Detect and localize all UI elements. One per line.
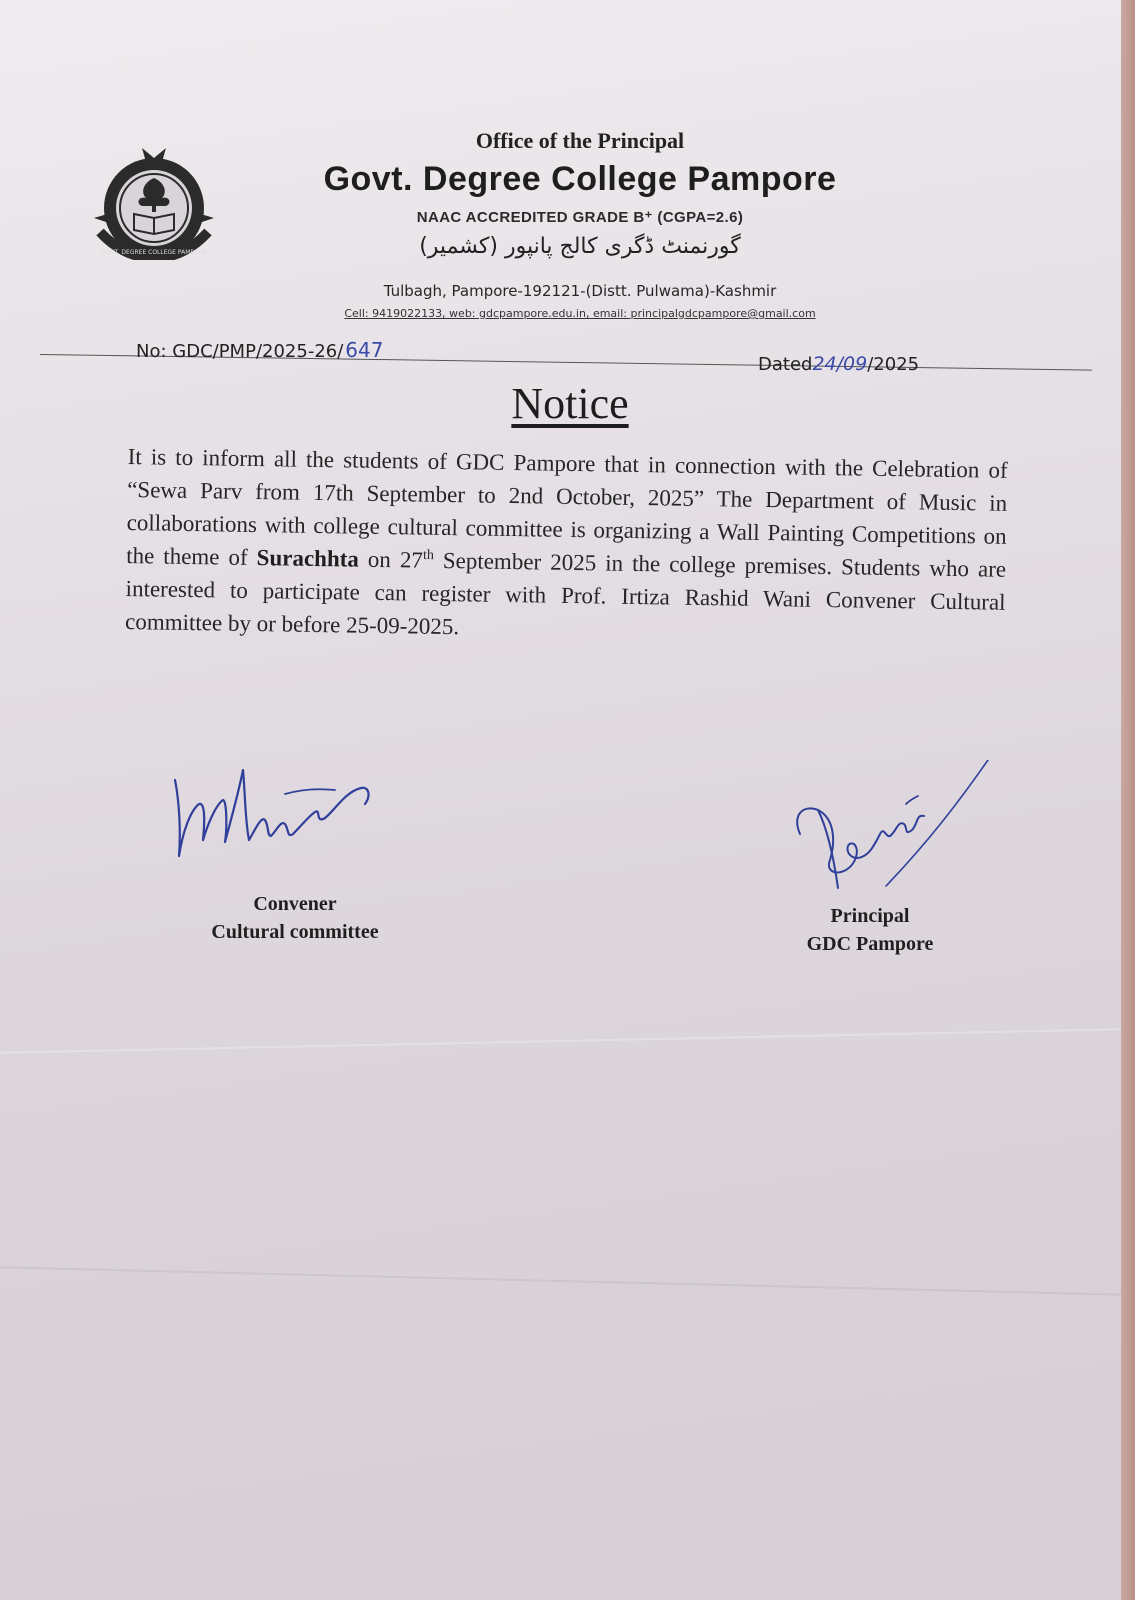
notice-body <box>125 440 1008 652</box>
paper-crease <box>0 1266 1122 1295</box>
principal-title: Principal <box>830 905 910 927</box>
date-superscript: th <box>422 547 435 564</box>
contact-details: Cell: 9419022133, web: gdcpampore.edu.in, email: principalgdcpampore@gmail.com <box>344 307 816 320</box>
convener-committee: Cultural committee <box>211 921 379 943</box>
notice-title: Notice <box>511 379 629 428</box>
reference-number <box>136 338 383 362</box>
body-part-2: on 27 <box>358 546 424 573</box>
dated-handwritten: 24/09 <box>812 353 868 375</box>
accreditation-line: NAAC ACCREDITED GRADE B⁺ (CGPA=2.6) <box>416 209 744 226</box>
college-logo-icon <box>84 140 224 260</box>
body-part-1: It is to inform all the students of GDC Pampore that in connection with the Celebration of “Sewa Parv from 17th September to 2nd October, 2025” The Department of Music in collaborations with college cultural committee is organizing a Wall Painting Competitions on the theme of <box>125 443 1008 571</box>
principal-signature <box>790 760 1020 900</box>
college-name: Govt. Degree College Pampore <box>323 160 837 198</box>
convener-signature <box>165 760 395 870</box>
principal-college: GDC Pampore <box>806 933 934 955</box>
college-address: Tulbagh, Pampore-192121-(Distt. Pulwama)-Kashmir <box>383 282 777 300</box>
body-part-3: September 2025 in the college premises. Students who are interested to participate can register with Prof. Irtiza Rashid Wani Convener Cultural committee by or before 25-09-2025. <box>124 547 1007 640</box>
convener-designation <box>170 890 420 946</box>
competition-theme: Surachhta <box>256 545 360 572</box>
logo-text: GOVT. DEGREE COLLEGE PAMPORE <box>101 249 207 256</box>
notice-date <box>758 353 919 375</box>
background-edge <box>1121 0 1135 1600</box>
dated-label: Dated <box>758 354 813 375</box>
principal-designation <box>760 902 980 958</box>
reference-handwritten-number: 647 <box>345 338 384 362</box>
reference-prefix: No: GDC/PMP/2025-26/ <box>136 341 344 362</box>
dated-year: /2025 <box>867 354 920 375</box>
convener-title: Convener <box>253 893 337 915</box>
urdu-college-name: گورنمنٹ ڈگری کالج پانپور (کشمیر) <box>419 234 741 259</box>
paper-crease <box>0 1028 1122 1053</box>
office-heading: Office of the Principal <box>475 128 685 153</box>
